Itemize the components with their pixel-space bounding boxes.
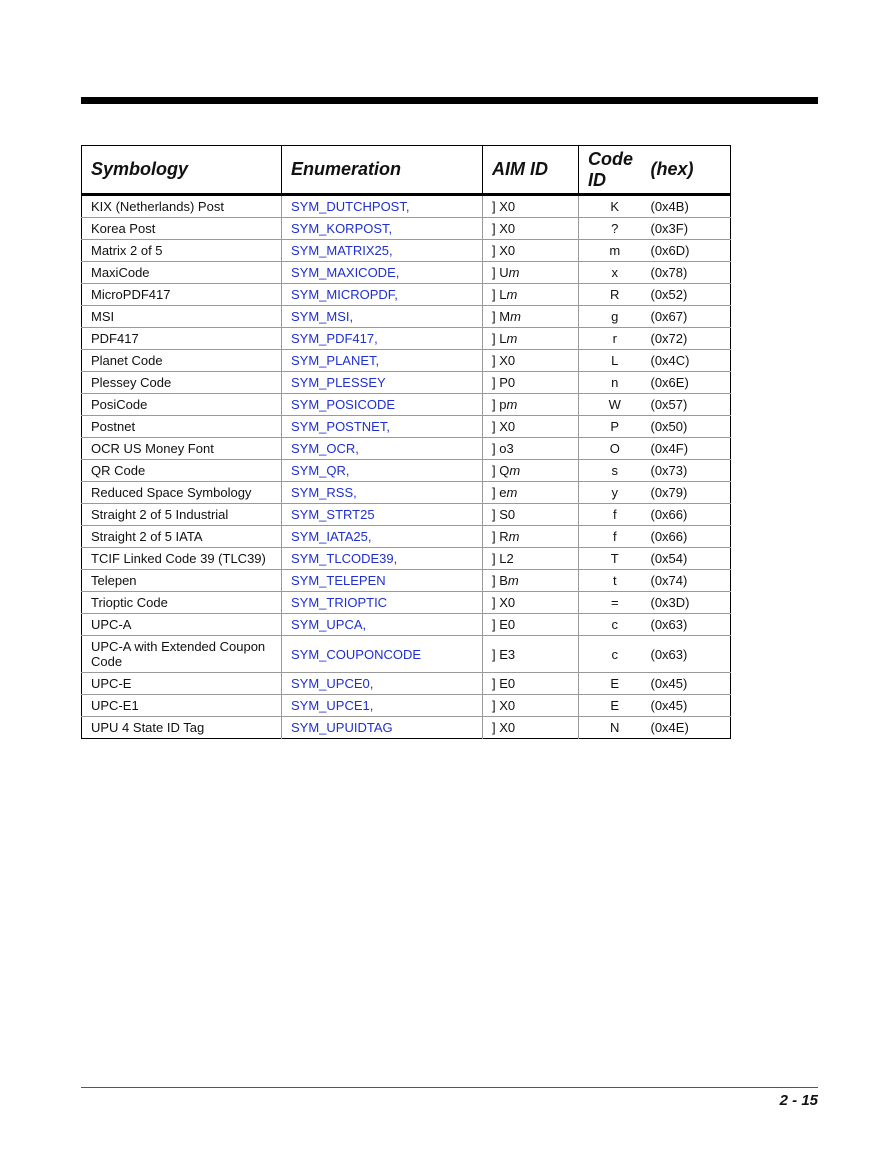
cell-enumeration: SYM_OCR, — [282, 438, 483, 460]
cell-symbology: Straight 2 of 5 Industrial — [82, 504, 282, 526]
aim-id-prefix: ] p — [492, 397, 507, 412]
cell-enumeration: SYM_MICROPDF, — [282, 284, 483, 306]
cell-symbology: QR Code — [82, 460, 282, 482]
cell-aim-id — [483, 350, 579, 372]
cell-hex: (0x6E) — [651, 372, 731, 394]
table-header-row — [82, 146, 731, 195]
cell-hex: (0x6D) — [651, 240, 731, 262]
cell-enumeration: SYM_UPUIDTAG — [282, 717, 483, 739]
cell-aim-id — [483, 195, 579, 218]
cell-aim-id — [483, 328, 579, 350]
cell-aim-id — [483, 284, 579, 306]
table-row — [82, 482, 731, 504]
aim-id-prefix: ] Q — [492, 463, 510, 478]
cell-enumeration: SYM_TRIOPTIC — [282, 592, 483, 614]
cell-code-id: f — [579, 526, 651, 548]
aim-id-prefix: ] X0 — [492, 419, 516, 434]
symbology-table — [81, 145, 731, 739]
cell-hex: (0x3F) — [651, 218, 731, 240]
cell-aim-id — [483, 636, 579, 673]
cell-symbology: UPC-A with Extended Coupon Code — [82, 636, 282, 673]
cell-symbology: PDF417 — [82, 328, 282, 350]
cell-aim-id — [483, 306, 579, 328]
table-row — [82, 218, 731, 240]
cell-symbology: Planet Code — [82, 350, 282, 372]
cell-enumeration: SYM_PLESSEY — [282, 372, 483, 394]
aim-id-modifier: m — [506, 287, 518, 302]
cell-code-id: W — [579, 394, 651, 416]
cell-hex: (0x66) — [651, 504, 731, 526]
cell-aim-id — [483, 240, 579, 262]
aim-id-prefix: ] L — [492, 331, 507, 346]
cell-enumeration: SYM_TELEPEN — [282, 570, 483, 592]
cell-hex: (0x4F) — [651, 438, 731, 460]
cell-symbology: UPC-A — [82, 614, 282, 636]
cell-code-id: O — [579, 438, 651, 460]
cell-enumeration: SYM_MSI, — [282, 306, 483, 328]
cell-hex: (0x74) — [651, 570, 731, 592]
cell-enumeration: SYM_COUPONCODE — [282, 636, 483, 673]
cell-code-id: E — [579, 695, 651, 717]
footer-rule — [81, 1087, 818, 1088]
cell-enumeration: SYM_UPCE1, — [282, 695, 483, 717]
cell-code-id: m — [579, 240, 651, 262]
cell-symbology: OCR US Money Font — [82, 438, 282, 460]
cell-code-id: = — [579, 592, 651, 614]
header-hex: (hex) — [651, 146, 731, 195]
cell-aim-id — [483, 372, 579, 394]
table-row — [82, 350, 731, 372]
cell-hex: (0x66) — [651, 526, 731, 548]
page-number: 2 - 15 — [779, 1092, 818, 1109]
table-row — [82, 195, 731, 218]
cell-code-id: R — [579, 284, 651, 306]
header-code-id: Code ID — [579, 146, 651, 195]
table-body — [82, 195, 731, 739]
cell-hex: (0x45) — [651, 695, 731, 717]
cell-symbology: Straight 2 of 5 IATA — [82, 526, 282, 548]
table-row — [82, 526, 731, 548]
cell-aim-id — [483, 218, 579, 240]
cell-code-id: K — [579, 195, 651, 218]
cell-hex: (0x52) — [651, 284, 731, 306]
aim-id-modifier: m — [508, 265, 520, 280]
table-row — [82, 416, 731, 438]
cell-aim-id — [483, 570, 579, 592]
aim-id-prefix: ] S0 — [492, 507, 516, 522]
cell-code-id: y — [579, 482, 651, 504]
cell-code-id: P — [579, 416, 651, 438]
cell-hex: (0x63) — [651, 614, 731, 636]
aim-id-modifier: m — [508, 529, 520, 544]
cell-enumeration: SYM_UPCE0, — [282, 673, 483, 695]
cell-symbology: Matrix 2 of 5 — [82, 240, 282, 262]
cell-symbology: UPC-E — [82, 673, 282, 695]
header-rule — [81, 97, 818, 104]
aim-id-prefix: ] X0 — [492, 698, 516, 713]
table-row — [82, 614, 731, 636]
table-row — [82, 438, 731, 460]
aim-id-prefix: ] X0 — [492, 720, 516, 735]
aim-id-prefix: ] L — [492, 287, 507, 302]
table-row — [82, 570, 731, 592]
table-row — [82, 636, 731, 673]
cell-hex: (0x54) — [651, 548, 731, 570]
aim-id-prefix: ] L2 — [492, 551, 514, 566]
cell-code-id: g — [579, 306, 651, 328]
cell-aim-id — [483, 504, 579, 526]
cell-enumeration: SYM_DUTCHPOST, — [282, 195, 483, 218]
cell-symbology: TCIF Linked Code 39 (TLC39) — [82, 548, 282, 570]
cell-hex: (0x50) — [651, 416, 731, 438]
table-row — [82, 673, 731, 695]
aim-id-prefix: ] E0 — [492, 617, 516, 632]
cell-symbology: Trioptic Code — [82, 592, 282, 614]
cell-hex: (0x63) — [651, 636, 731, 673]
cell-enumeration: SYM_POSTNET, — [282, 416, 483, 438]
cell-hex: (0x57) — [651, 394, 731, 416]
cell-hex: (0x4C) — [651, 350, 731, 372]
cell-symbology: PosiCode — [82, 394, 282, 416]
cell-hex: (0x45) — [651, 673, 731, 695]
aim-id-modifier: m — [509, 463, 521, 478]
cell-code-id: L — [579, 350, 651, 372]
cell-enumeration: SYM_MAXICODE, — [282, 262, 483, 284]
cell-symbology: Korea Post — [82, 218, 282, 240]
cell-code-id: E — [579, 673, 651, 695]
cell-aim-id — [483, 460, 579, 482]
aim-id-prefix: ] X0 — [492, 243, 516, 258]
table-row — [82, 504, 731, 526]
cell-enumeration: SYM_IATA25, — [282, 526, 483, 548]
cell-symbology: KIX (Netherlands) Post — [82, 195, 282, 218]
cell-aim-id — [483, 548, 579, 570]
cell-hex: (0x3D) — [651, 592, 731, 614]
cell-code-id: ? — [579, 218, 651, 240]
table-row — [82, 394, 731, 416]
cell-code-id: t — [579, 570, 651, 592]
cell-code-id: N — [579, 717, 651, 739]
aim-id-prefix: ] E0 — [492, 676, 516, 691]
table-row — [82, 717, 731, 739]
header-enumeration: Enumeration — [282, 146, 483, 195]
cell-symbology: Postnet — [82, 416, 282, 438]
cell-aim-id — [483, 262, 579, 284]
cell-enumeration: SYM_TLCODE39, — [282, 548, 483, 570]
cell-enumeration: SYM_PDF417, — [282, 328, 483, 350]
cell-hex: (0x73) — [651, 460, 731, 482]
cell-enumeration: SYM_MATRIX25, — [282, 240, 483, 262]
aim-id-prefix: ] o3 — [492, 441, 514, 456]
cell-code-id: x — [579, 262, 651, 284]
cell-aim-id — [483, 416, 579, 438]
cell-aim-id — [483, 482, 579, 504]
cell-hex: (0x79) — [651, 482, 731, 504]
table-row — [82, 284, 731, 306]
header-aim-id: AIM ID — [483, 146, 579, 195]
cell-enumeration: SYM_QR, — [282, 460, 483, 482]
aim-id-prefix: ] e — [492, 485, 507, 500]
aim-id-modifier: m — [507, 573, 519, 588]
aim-id-prefix: ] X0 — [492, 221, 516, 236]
aim-id-prefix: ] X0 — [492, 353, 516, 368]
aim-id-prefix: ] U — [492, 265, 509, 280]
cell-hex: (0x4E) — [651, 717, 731, 739]
cell-symbology: MaxiCode — [82, 262, 282, 284]
table-row — [82, 240, 731, 262]
cell-aim-id — [483, 695, 579, 717]
cell-aim-id — [483, 526, 579, 548]
aim-id-prefix: ] R — [492, 529, 509, 544]
cell-aim-id — [483, 717, 579, 739]
cell-symbology: MSI — [82, 306, 282, 328]
cell-symbology: Plessey Code — [82, 372, 282, 394]
cell-enumeration: SYM_POSICODE — [282, 394, 483, 416]
table-row — [82, 460, 731, 482]
cell-aim-id — [483, 673, 579, 695]
cell-aim-id — [483, 394, 579, 416]
cell-enumeration: SYM_KORPOST, — [282, 218, 483, 240]
cell-aim-id — [483, 592, 579, 614]
table-row — [82, 592, 731, 614]
aim-id-prefix: ] M — [492, 309, 511, 324]
table-row — [82, 306, 731, 328]
aim-id-modifier: m — [506, 331, 518, 346]
table-row — [82, 548, 731, 570]
cell-code-id: T — [579, 548, 651, 570]
cell-symbology: UPU 4 State ID Tag — [82, 717, 282, 739]
aim-id-modifier: m — [510, 309, 521, 324]
cell-enumeration: SYM_RSS, — [282, 482, 483, 504]
cell-symbology: MicroPDF417 — [82, 284, 282, 306]
aim-id-prefix: ] B — [492, 573, 508, 588]
aim-id-prefix: ] X0 — [492, 199, 516, 214]
cell-code-id: c — [579, 636, 651, 673]
aim-id-prefix: ] X0 — [492, 595, 516, 610]
cell-aim-id — [483, 438, 579, 460]
aim-id-modifier: m — [506, 485, 518, 500]
cell-symbology: Telepen — [82, 570, 282, 592]
table-row — [82, 695, 731, 717]
cell-code-id: f — [579, 504, 651, 526]
aim-id-prefix: ] P0 — [492, 375, 516, 390]
cell-hex: (0x78) — [651, 262, 731, 284]
table-row — [82, 372, 731, 394]
cell-enumeration: SYM_STRT25 — [282, 504, 483, 526]
cell-symbology: UPC-E1 — [82, 695, 282, 717]
table-row — [82, 328, 731, 350]
cell-enumeration: SYM_PLANET, — [282, 350, 483, 372]
cell-code-id: s — [579, 460, 651, 482]
cell-hex: (0x4B) — [651, 195, 731, 218]
header-symbology: Symbology — [82, 146, 282, 195]
cell-code-id: c — [579, 614, 651, 636]
cell-symbology: Reduced Space Symbology — [82, 482, 282, 504]
aim-id-prefix: ] E3 — [492, 646, 516, 662]
cell-code-id: n — [579, 372, 651, 394]
table-row — [82, 262, 731, 284]
aim-id-modifier: m — [506, 397, 518, 412]
cell-enumeration: SYM_UPCA, — [282, 614, 483, 636]
cell-aim-id — [483, 614, 579, 636]
cell-code-id: r — [579, 328, 651, 350]
cell-hex: (0x67) — [651, 306, 731, 328]
cell-hex: (0x72) — [651, 328, 731, 350]
